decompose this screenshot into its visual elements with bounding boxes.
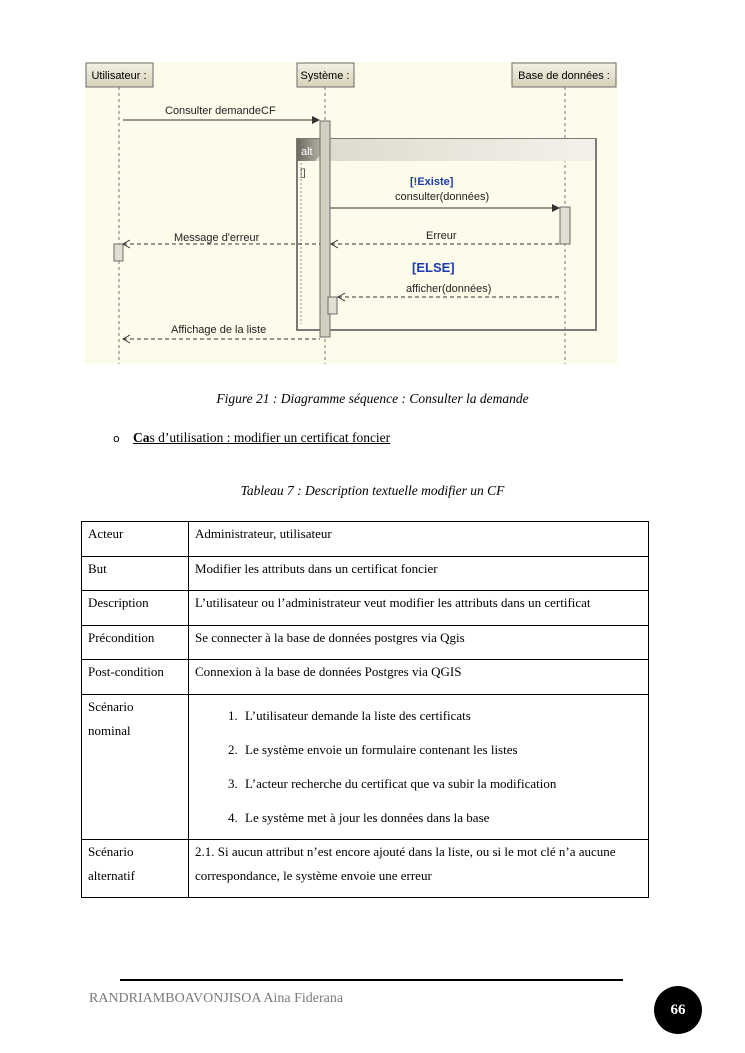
row-key-nominal-line2: nominal (88, 723, 131, 738)
row-key-precondition: Précondition (82, 626, 189, 660)
table-row (82, 626, 649, 660)
message-consulter-demande-label: Consulter demandeCF (165, 105, 276, 117)
guard-not-exists: [!Existe] (410, 176, 454, 188)
lifeline-label-systeme: Système : (300, 70, 350, 82)
table-caption: Tableau 7 : Description textuelle modifier un CF (240, 483, 505, 498)
row-key-alternatif-line1: Scénario (88, 844, 134, 859)
table-row (82, 660, 649, 695)
use-case-label: s d’utilisation : modifier un certificat foncier (149, 430, 391, 445)
table-row (82, 840, 649, 898)
row-value-postcondition: Connexion à la base de données Postgres via QGIS (189, 660, 649, 695)
use-case-label-bold: Ca (133, 430, 150, 445)
row-value-scenario-alternatif: 2.1. Si aucun attribut n’est encore ajouté dans la liste, ou si le mot clé n’a aucune correspondance, le système envoie une erreur (189, 840, 649, 898)
list-item: 3. L’acteur recherche du certificat que va subir la modification (241, 767, 642, 801)
guard-bracket: [] (300, 168, 306, 179)
activation-base (560, 207, 570, 244)
use-case-heading (113, 430, 390, 446)
page-number-badge: 66 (654, 986, 702, 1034)
list-item: 1. L’utilisateur demande la liste des certificats (241, 699, 642, 733)
message-afficher-donnees-label: afficher(données) (406, 283, 492, 295)
activation-utilisateur (114, 244, 123, 261)
lifeline-label-base: Base de données : (518, 70, 610, 82)
footer-author: RANDRIAMBOAVONJISOA Aina Fiderana (89, 991, 344, 1006)
row-key-scenario-alternatif (82, 840, 189, 898)
table-row (82, 591, 649, 626)
list-item: 2. Le système envoie un formulaire contenant les listes (241, 733, 642, 767)
guard-else: [ELSE] (412, 260, 455, 275)
row-key-postcondition: Post-condition (82, 660, 189, 695)
bullet-icon: o (113, 432, 120, 445)
row-value-but: Modifier les attributs dans un certificat foncier (189, 557, 649, 591)
figure-caption: Figure 21 : Diagramme séquence : Consulter la demande (216, 391, 529, 406)
sequence-diagram (85, 62, 618, 364)
lifeline-label-utilisateur: Utilisateur : (91, 70, 147, 82)
message-erreur-label: Erreur (426, 230, 457, 242)
table-row (82, 695, 649, 840)
list-item: 4. Le système met à jour les données dans la base (241, 801, 642, 835)
message-consulter-donnees-label: consulter(données) (395, 191, 490, 203)
footer-divider (120, 979, 623, 981)
row-key-acteur: Acteur (82, 522, 189, 557)
table-row (82, 557, 649, 591)
row-key-but: But (82, 557, 189, 591)
row-key-description: Description (82, 591, 189, 626)
description-table (81, 521, 649, 898)
activation-systeme-nested (328, 297, 337, 314)
message-message-erreur-label: Message d'erreur (174, 232, 260, 244)
table-row (82, 522, 649, 557)
row-key-nominal-line1: Scénario (88, 699, 134, 714)
row-key-alternatif-line2: alternatif (88, 868, 135, 883)
row-value-description: L’utilisateur ou l’administrateur veut modifier les attributs dans un certificat (189, 591, 649, 626)
alt-fragment-header (298, 139, 595, 161)
nominal-steps-list (195, 699, 642, 835)
row-value-scenario-nominal (189, 695, 649, 840)
alt-label: alt (301, 146, 313, 158)
row-value-precondition: Se connecter à la base de données postgres via Qgis (189, 626, 649, 660)
row-key-scenario-nominal (82, 695, 189, 840)
row-value-acteur: Administrateur, utilisateur (189, 522, 649, 557)
message-affichage-liste-label: Affichage de la liste (171, 324, 267, 336)
